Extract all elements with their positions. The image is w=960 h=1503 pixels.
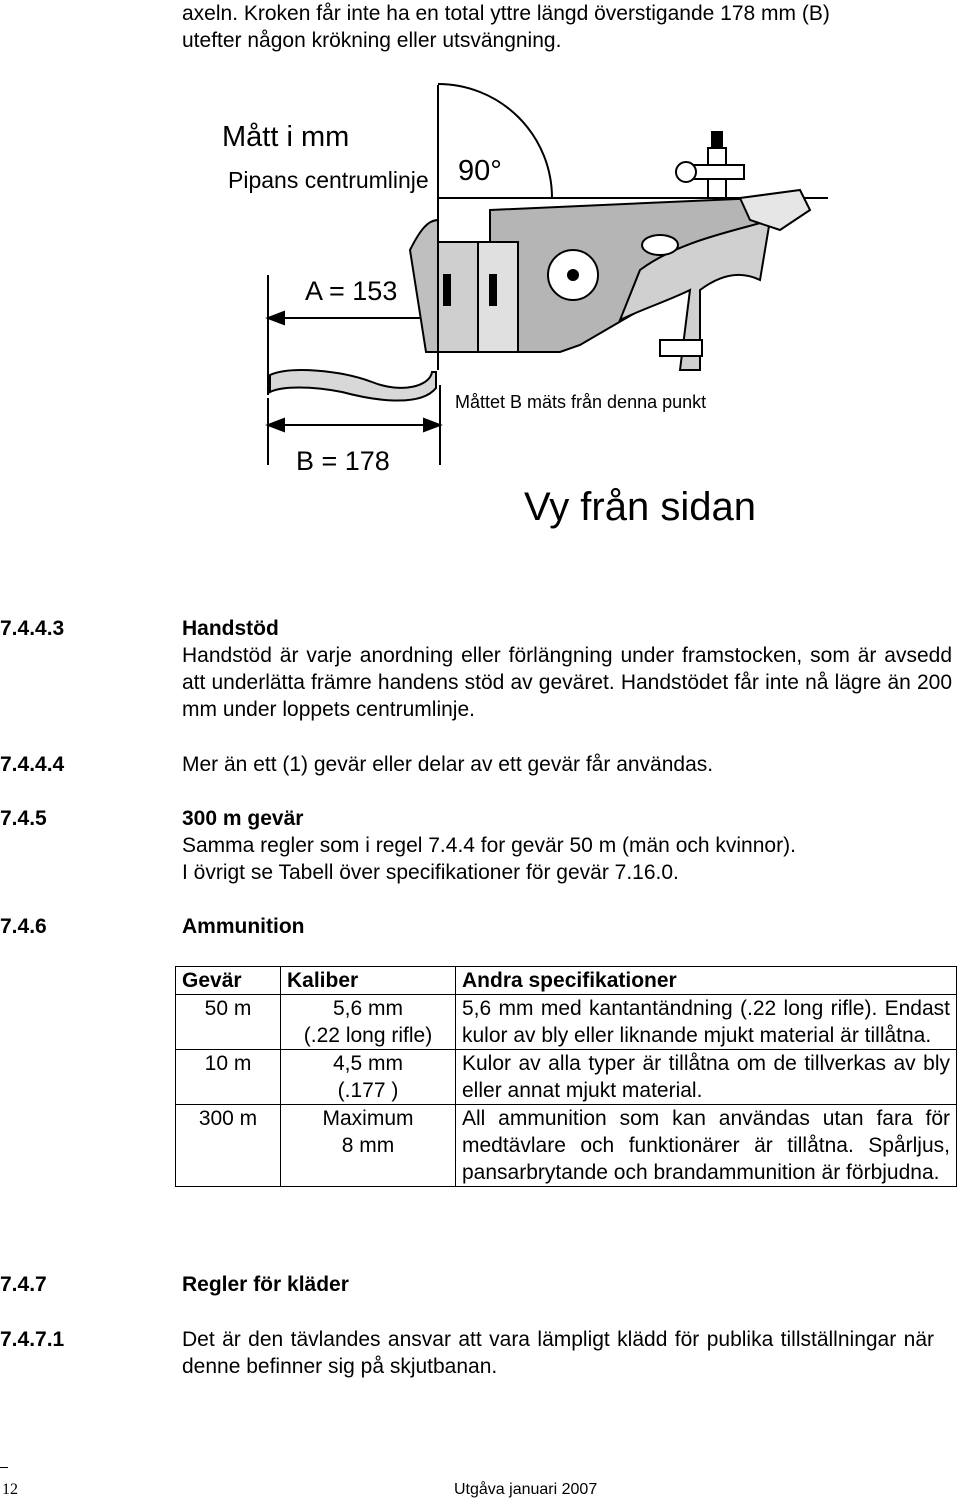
section-heading-clothing: Regler för kläder: [182, 1273, 349, 1296]
section-heading-300m: 300 m gevär: [182, 807, 304, 830]
section-number-7-4-7-1: 7.4.7.1: [0, 1328, 65, 1351]
edition-label: Utgåva januari 2007: [454, 1481, 598, 1498]
section-body-handstod: Handstöd är varje anordning eller förlängning under framstocken, som är avsedd att underlätta främre handens stöd av geväret. Handstödet får inte nå lägre än 200 mm under loppets centrumlinje.: [182, 644, 952, 721]
section-heading-ammunition: Ammunition: [182, 915, 305, 938]
b-dimension-label: B = 178: [296, 446, 390, 476]
table-header-row: [176, 967, 957, 995]
caliber-line-1: Maximum: [322, 1107, 414, 1130]
a-dimension-label: A = 153: [305, 276, 398, 306]
section-body-300m-line2: I övrigt se Tabell över specifikationer för gevär 7.16.0.: [182, 861, 679, 884]
intro-paragraph: [182, 0, 922, 54]
table-cell-specs: Kulor av alla typer är tillåtna om de tillverkas av bly eller annat mjukt material.: [456, 1050, 957, 1105]
footer-rule: [0, 1467, 8, 1468]
caliber-line-1: 5,6 mm: [332, 997, 403, 1020]
section-body-7-4-4-4: [182, 751, 950, 778]
ammunition-table: [175, 966, 957, 1187]
view-label: Vy från sidan: [524, 485, 756, 529]
table-header-caliber: Kaliber: [281, 967, 456, 995]
figure-title: Mått i mm: [222, 121, 350, 153]
table-cell-gun: 50 m: [176, 995, 281, 1050]
intro-line-1: axeln. Kroken får inte ha en total yttre längd överstigande 178 mm (B): [182, 2, 830, 25]
hook-diagram: [0, 70, 960, 540]
caliber-line-2: (.177 ): [337, 1079, 399, 1102]
table-row: [176, 1050, 957, 1105]
table-cell-specs: All ammunition som kan användas utan fara för medtävlare och funktionärer är tillåtna. Spårljus, pansarbrytande och brandammunition är förbjudna.: [456, 1105, 957, 1187]
intro-line-2: utefter någon krökning eller utsvängning.: [182, 29, 562, 52]
section-body-multiple-guns: Mer än ett (1) gevär eller delar av ett gevär får användas.: [182, 753, 714, 776]
angle-label: 90°: [458, 155, 502, 187]
table-cell-gun: 300 m: [176, 1105, 281, 1187]
measure-point-note: Måttet B mäts från denna punkt: [455, 392, 707, 412]
caliber-line-1: 4,5 mm: [332, 1052, 403, 1075]
section-number-7-4-7: 7.4.7: [0, 1273, 47, 1296]
table-cell-caliber: [281, 995, 456, 1050]
page-number: 12: [2, 1481, 18, 1498]
table-cell-gun: 10 m: [176, 1050, 281, 1105]
section-7-4-4-3: [182, 615, 952, 723]
table-row: [176, 995, 957, 1050]
caliber-line-2: 8 mm: [341, 1134, 395, 1157]
section-number-7-4-5: 7.4.5: [0, 807, 47, 830]
table-cell-caliber: [281, 1105, 456, 1187]
section-number-7-4-4-4: 7.4.4.4: [0, 753, 65, 776]
section-body-clothing: Det är den tävlandes ansvar att vara lämpligt klädd för publika tillställningar när denne befinner sig på skjutbanan.: [182, 1328, 934, 1378]
section-number-7-4-6: 7.4.6: [0, 915, 47, 938]
table-row: [176, 1105, 957, 1187]
table-header-gun: Gevär: [176, 967, 281, 995]
caliber-line-2: (.22 long rifle): [303, 1024, 433, 1047]
barrel-centerline-label: Pipans centrumlinje: [228, 167, 429, 193]
section-heading-handstod: Handstöd: [182, 617, 279, 640]
section-body-300m-line1: Samma regler som i regel 7.4.4 for gevär 50 m (män och kvinnor).: [182, 834, 796, 857]
section-number-7-4-4-3: 7.4.4.3: [0, 617, 65, 640]
table-header-specs: Andra specifikationer: [456, 967, 957, 995]
table-cell-specs: 5,6 mm med kantantändning (.22 long rifle). Endast kulor av bly eller liknande mjukt material är tillåtna.: [456, 995, 957, 1050]
table-cell-caliber: [281, 1050, 456, 1105]
section-7-4-5: [182, 805, 950, 886]
